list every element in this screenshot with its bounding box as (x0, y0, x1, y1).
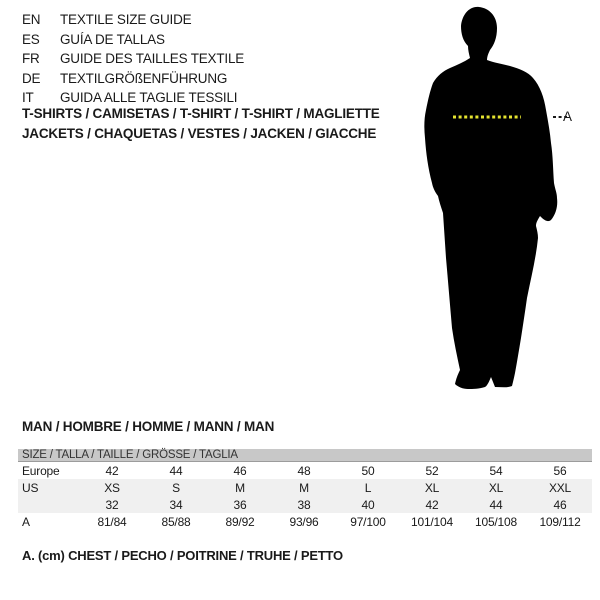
language-code: EN (22, 12, 41, 28)
size-cell: L (364, 480, 372, 495)
language-code: IT (22, 90, 34, 106)
language-code: ES (22, 31, 40, 47)
size-cell: 42 (425, 497, 439, 512)
language-label: TEXTILE SIZE GUIDE (60, 12, 192, 28)
size-cell: 81/84 (97, 514, 127, 529)
language-list (22, 10, 244, 108)
chest-measure-label: A (563, 109, 572, 124)
size-cell: XXL (548, 480, 572, 495)
size-cell: XS (104, 480, 120, 495)
category-line-jackets: JACKETS / CHAQUETAS / VESTES / JACKEN / GIACCHE (22, 126, 377, 141)
language-code: FR (22, 51, 40, 67)
size-cell: 101/104 (411, 514, 453, 529)
size-cell: 44 (169, 463, 183, 478)
language-label: GUIDA ALLE TAGLIE TESSILI (60, 90, 238, 106)
row-label: US (22, 480, 39, 495)
size-cell: 109/112 (539, 514, 581, 529)
row-label: A (22, 514, 30, 529)
language-label: GUÍA DE TALLAS (60, 31, 165, 47)
table-row-europe (18, 462, 592, 479)
size-cell: 34 (169, 497, 183, 512)
category-line-tshirts: T-SHIRTS / CAMISETAS / T-SHIRT / T-SHIRT / MAGLIETTE (22, 106, 380, 121)
row-label: Europe (22, 463, 60, 478)
size-cell: 48 (297, 463, 311, 478)
size-cell: 44 (489, 497, 503, 512)
language-row-fr (22, 49, 244, 69)
size-cell: 36 (233, 497, 247, 512)
language-label: GUIDE DES TAILLES TEXTILE (60, 51, 245, 67)
table-row-chest-cm (18, 513, 592, 530)
size-cell: 97/100 (350, 514, 386, 529)
language-row-de (22, 69, 244, 89)
language-row-es (22, 30, 244, 50)
size-cell: 89/92 (225, 514, 255, 529)
size-cell: 56 (553, 463, 567, 478)
table-row-us (18, 479, 592, 496)
language-row-it (22, 88, 244, 108)
size-cell: 93/96 (289, 514, 319, 529)
size-table-header: SIZE / TALLA / TAILLE / GRÖSSE / TAGLIA (18, 449, 592, 462)
size-cell: 50 (361, 463, 375, 478)
size-cell: 32 (105, 497, 119, 512)
section-title-man: MAN / HOMBRE / HOMME / MANN / MAN (22, 419, 275, 434)
man-silhouette (424, 7, 557, 389)
table-row-numeric (18, 496, 592, 513)
size-table (18, 449, 592, 530)
size-cell: M (299, 480, 309, 495)
size-cell: XL (488, 480, 504, 495)
size-cell: 42 (105, 463, 119, 478)
size-cell: 52 (425, 463, 439, 478)
size-cell: S (172, 480, 180, 495)
measurement-footnote: A. (cm) CHEST / PECHO / POITRINE / TRUHE / PETTO (22, 548, 343, 563)
language-label: TEXTILGRÖßENFÜHRUNG (60, 70, 228, 86)
size-cell: 46 (553, 497, 567, 512)
size-cell: XL (424, 480, 440, 495)
size-cell: 105/108 (475, 514, 517, 529)
size-cell: 46 (233, 463, 247, 478)
man-silhouette-figure (415, 6, 575, 398)
size-cell: 38 (297, 497, 311, 512)
language-row-en (22, 10, 244, 30)
size-cell: 54 (489, 463, 503, 478)
language-code: DE (22, 70, 41, 86)
size-cell: M (235, 480, 245, 495)
size-cell: 40 (361, 497, 375, 512)
size-cell: 85/88 (161, 514, 191, 529)
